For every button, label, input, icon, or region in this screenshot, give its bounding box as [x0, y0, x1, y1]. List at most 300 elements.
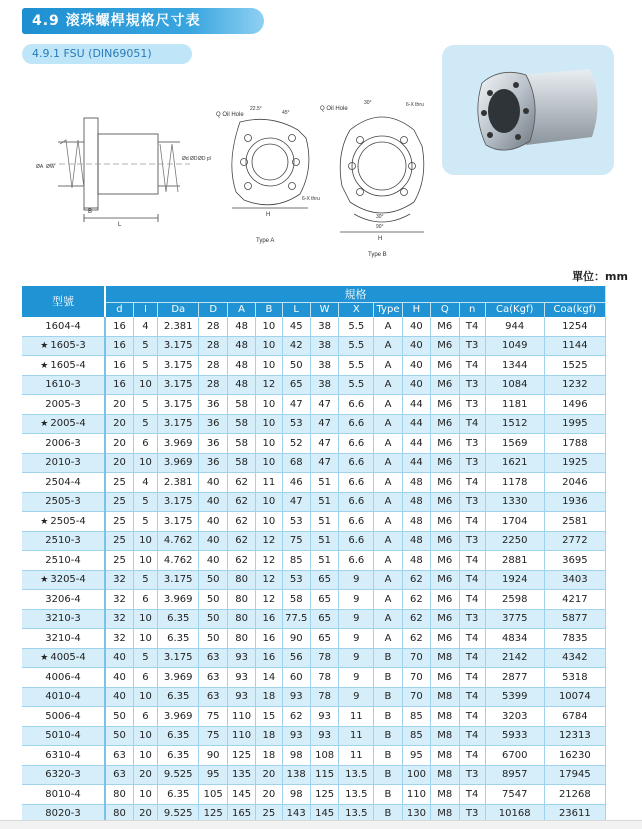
spec-group-header: 規格: [105, 286, 605, 303]
spec-cell: 75: [199, 707, 227, 727]
column-header: L: [282, 303, 310, 317]
spec-cell: 9: [339, 668, 374, 688]
spec-cell: T3: [459, 395, 485, 415]
spec-cell: T4: [459, 687, 485, 707]
spec-cell: 10: [256, 414, 282, 434]
spec-cell: A: [374, 531, 402, 551]
spec-cell: 25: [256, 804, 282, 824]
spec-cell: 62: [227, 512, 255, 532]
spec-cell: M8: [431, 707, 459, 727]
spec-cell: 5: [133, 570, 157, 590]
spec-cell: 13.5: [339, 804, 374, 824]
spec-cell: 70: [402, 687, 430, 707]
table-row: [22, 648, 606, 668]
spec-cell: 110: [402, 785, 430, 805]
spec-cell: 2.381: [157, 317, 199, 337]
spec-cell: A: [374, 629, 402, 649]
model-number: 5006-4: [45, 710, 81, 722]
spec-cell: 5: [133, 512, 157, 532]
spec-cell: B: [374, 746, 402, 766]
spec-cell: 40: [105, 668, 133, 688]
spec-cell: M6: [431, 668, 459, 688]
spec-cell: 51: [310, 512, 338, 532]
spec-cell: 6.6: [339, 512, 374, 532]
spec-cell: M8: [431, 765, 459, 785]
spec-cell: 40: [199, 512, 227, 532]
spec-cell: 63: [199, 648, 227, 668]
spec-cell: 4217: [544, 590, 605, 610]
spec-cell: 20: [105, 414, 133, 434]
spec-cell: 9: [339, 590, 374, 610]
spec-cell: 62: [227, 551, 255, 571]
spec-cell: 4: [133, 473, 157, 493]
spec-cell: 51: [310, 551, 338, 571]
spec-cell: 10: [256, 336, 282, 356]
spec-cell: 85: [402, 726, 430, 746]
spec-cell: 58: [282, 590, 310, 610]
model-cell: [22, 726, 105, 746]
spec-cell: 10074: [544, 687, 605, 707]
da-dim-label: ØA: [36, 164, 44, 170]
oil-hole-a-label: Q Oil Hole: [216, 112, 244, 118]
model-cell: [22, 453, 105, 473]
spec-cell: 10: [256, 512, 282, 532]
star-icon: ★: [40, 341, 49, 352]
model-number: 3205-4: [50, 574, 86, 586]
spec-cell: B: [374, 726, 402, 746]
spec-cell: A: [374, 317, 402, 337]
spec-cell: M8: [431, 785, 459, 805]
spec-cell: 1330: [485, 492, 544, 512]
spec-cell: 2250: [485, 531, 544, 551]
spec-cell: 10: [256, 317, 282, 337]
spec-cell: 10: [133, 726, 157, 746]
column-header: n: [459, 303, 485, 317]
spec-cell: 90: [199, 746, 227, 766]
table-row: [22, 317, 606, 337]
spec-cell: 10: [133, 687, 157, 707]
spec-cell: 12: [256, 570, 282, 590]
spec-cell: 5318: [544, 668, 605, 688]
spec-cell: M6: [431, 570, 459, 590]
model-cell: [22, 434, 105, 454]
spec-cell: 3.175: [157, 336, 199, 356]
spec-cell: 40: [199, 492, 227, 512]
model-cell: [22, 414, 105, 434]
spec-cell: A: [374, 414, 402, 434]
spec-cell: 6: [133, 707, 157, 727]
spec-cell: T3: [459, 375, 485, 395]
model-cell: [22, 375, 105, 395]
spec-cell: 47: [282, 492, 310, 512]
model-number: 8010-4: [45, 788, 81, 800]
spec-cell: 62: [227, 492, 255, 512]
spec-cell: 70: [402, 648, 430, 668]
spec-cell: 20: [133, 765, 157, 785]
model-cell: [22, 473, 105, 493]
table-row: [22, 726, 606, 746]
spec-cell: T4: [459, 746, 485, 766]
table-row: [22, 707, 606, 727]
spec-cell: 9: [339, 648, 374, 668]
spec-cell: 3.175: [157, 648, 199, 668]
angle-a2-label: 45°: [282, 110, 290, 116]
spec-cell: 1232: [544, 375, 605, 395]
table-row: [22, 453, 606, 473]
b-dim-label: B: [88, 209, 93, 215]
spec-cell: B: [374, 765, 402, 785]
model-cell: [22, 668, 105, 688]
spec-cell: T3: [459, 492, 485, 512]
spec-cell: 53: [282, 512, 310, 532]
spec-cell: T3: [459, 609, 485, 629]
spec-cell: 44: [402, 434, 430, 454]
spec-cell: 25: [105, 531, 133, 551]
spec-cell: 38: [310, 336, 338, 356]
spec-cell: 10: [133, 375, 157, 395]
spec-cell: 1144: [544, 336, 605, 356]
spec-cell: 36: [199, 395, 227, 415]
spec-cell: 58: [227, 434, 255, 454]
spec-cell: 5: [133, 336, 157, 356]
spec-cell: 16: [105, 375, 133, 395]
column-header: H: [402, 303, 430, 317]
table-row: [22, 765, 606, 785]
spec-cell: 3.969: [157, 668, 199, 688]
spec-cell: 4.762: [157, 531, 199, 551]
x-thru-b-label: 6-X thru: [406, 102, 424, 108]
spec-cell: 2.381: [157, 473, 199, 493]
spec-cell: 10168: [485, 804, 544, 824]
spec-cell: 6.6: [339, 414, 374, 434]
spec-cell: 65: [310, 609, 338, 629]
spec-cell: 7835: [544, 629, 605, 649]
spec-cell: 58: [227, 414, 255, 434]
spec-cell: 40: [402, 375, 430, 395]
spec-cell: 1788: [544, 434, 605, 454]
spec-cell: T4: [459, 512, 485, 532]
spec-cell: B: [374, 707, 402, 727]
angle-b2-label: 30°: [376, 214, 384, 220]
model-number: 2005-4: [50, 418, 86, 430]
table-row: [22, 629, 606, 649]
spec-cell: 6.6: [339, 453, 374, 473]
spec-cell: 110: [227, 707, 255, 727]
spec-cell: 16: [256, 648, 282, 668]
spec-cell: M8: [431, 687, 459, 707]
model-number: 2510-4: [45, 554, 81, 566]
spec-cell: 32: [105, 590, 133, 610]
spec-cell: 13.5: [339, 765, 374, 785]
spec-cell: M6: [431, 473, 459, 493]
h-b-label: H: [378, 236, 383, 242]
spec-cell: 3.175: [157, 512, 199, 532]
spec-cell: 1178: [485, 473, 544, 493]
spec-cell: 90: [282, 629, 310, 649]
model-number: 2505-3: [45, 496, 81, 508]
spec-cell: 5: [133, 395, 157, 415]
spec-cell: 95: [402, 746, 430, 766]
spec-cell: 36: [199, 434, 227, 454]
model-cell: [22, 648, 105, 668]
spec-cell: 58: [227, 395, 255, 415]
spec-cell: 143: [282, 804, 310, 824]
spec-cell: 47: [310, 414, 338, 434]
spec-cell: 2877: [485, 668, 544, 688]
spec-cell: 48: [402, 473, 430, 493]
section-subtitle: 4.9.1 FSU (DIN69051): [22, 44, 192, 64]
spec-cell: M6: [431, 356, 459, 376]
spec-cell: 62: [402, 629, 430, 649]
spec-cell: 78: [310, 687, 338, 707]
spec-cell: 105: [199, 785, 227, 805]
spec-cell: 2772: [544, 531, 605, 551]
spec-cell: 85: [402, 707, 430, 727]
spec-cell: 53: [282, 414, 310, 434]
spec-cell: 14: [256, 668, 282, 688]
model-header: 型號: [22, 286, 105, 317]
type-b-label: Type B: [368, 252, 387, 258]
table-row: [22, 609, 606, 629]
spec-cell: A: [374, 512, 402, 532]
spec-cell: 20: [256, 765, 282, 785]
spec-cell: 10: [133, 609, 157, 629]
spec-cell: 47: [282, 395, 310, 415]
spec-cell: 50: [282, 356, 310, 376]
spec-cell: A: [374, 609, 402, 629]
spec-cell: 12: [256, 531, 282, 551]
spec-cell: T4: [459, 551, 485, 571]
spec-cell: 9.525: [157, 765, 199, 785]
model-number: 1605-4: [50, 359, 86, 371]
spec-cell: A: [374, 434, 402, 454]
spec-cell: 1925: [544, 453, 605, 473]
table-row: [22, 687, 606, 707]
spec-cell: A: [374, 375, 402, 395]
spec-cell: M6: [431, 375, 459, 395]
model-cell: [22, 356, 105, 376]
spec-cell: 44: [402, 395, 430, 415]
spec-cell: M6: [431, 531, 459, 551]
spec-cell: 9: [339, 609, 374, 629]
model-cell: [22, 395, 105, 415]
spec-cell: T4: [459, 707, 485, 727]
spec-cell: 3.175: [157, 570, 199, 590]
spec-cell: 1525: [544, 356, 605, 376]
model-number: 4006-4: [45, 671, 81, 683]
table-row: [22, 414, 606, 434]
spec-table-body: [22, 317, 606, 824]
spec-cell: T4: [459, 473, 485, 493]
spec-cell: 1344: [485, 356, 544, 376]
table-row: [22, 668, 606, 688]
spec-cell: 32: [105, 570, 133, 590]
spec-cell: 21268: [544, 785, 605, 805]
spec-cell: A: [374, 395, 402, 415]
spec-cell: A: [374, 551, 402, 571]
spec-cell: 5.5: [339, 375, 374, 395]
model-number: 2505-4: [50, 515, 86, 527]
model-cell: [22, 785, 105, 805]
spec-cell: 5: [133, 648, 157, 668]
spec-cell: 3695: [544, 551, 605, 571]
spec-cell: T3: [459, 531, 485, 551]
spec-cell: 62: [227, 531, 255, 551]
spec-cell: 3203: [485, 707, 544, 727]
spec-cell: 3.969: [157, 434, 199, 454]
spec-cell: 23611: [544, 804, 605, 824]
spec-cell: 9: [339, 570, 374, 590]
column-header: Type: [374, 303, 402, 317]
spec-cell: 47: [310, 395, 338, 415]
spec-cell: 63: [199, 668, 227, 688]
table-row: [22, 434, 606, 454]
model-cell: [22, 570, 105, 590]
spec-cell: 138: [282, 765, 310, 785]
spec-cell: 5: [133, 356, 157, 376]
spec-cell: 5: [133, 492, 157, 512]
spec-cell: 12: [256, 375, 282, 395]
spec-cell: 10: [133, 629, 157, 649]
spec-cell: 6: [133, 590, 157, 610]
spec-cell: 10: [256, 453, 282, 473]
spec-cell: 48: [227, 336, 255, 356]
spec-cell: 12313: [544, 726, 605, 746]
model-number: 8020-3: [45, 808, 81, 820]
spec-cell: 42: [282, 336, 310, 356]
spec-cell: 48: [227, 375, 255, 395]
spec-cell: 62: [402, 590, 430, 610]
spec-cell: 6.6: [339, 492, 374, 512]
spec-cell: M6: [431, 395, 459, 415]
spec-cell: 1512: [485, 414, 544, 434]
spec-cell: M6: [431, 629, 459, 649]
spec-cell: 125: [199, 804, 227, 824]
spec-cell: 47: [310, 434, 338, 454]
spec-cell: 1924: [485, 570, 544, 590]
spec-cell: 28: [199, 336, 227, 356]
spec-cell: 1936: [544, 492, 605, 512]
spec-cell: 2581: [544, 512, 605, 532]
spec-cell: 52: [282, 434, 310, 454]
spec-cell: T4: [459, 648, 485, 668]
spec-cell: T4: [459, 356, 485, 376]
section-title: 4.9 滚珠螺桿規格尺寸表: [22, 8, 264, 34]
spec-cell: 6.6: [339, 395, 374, 415]
spec-cell: 16: [105, 317, 133, 337]
product-photo: [442, 45, 614, 175]
spec-cell: 11: [339, 707, 374, 727]
table-row: [22, 395, 606, 415]
spec-cell: M6: [431, 434, 459, 454]
spec-cell: 48: [402, 531, 430, 551]
spec-cell: 40: [105, 648, 133, 668]
spec-cell: 47: [310, 453, 338, 473]
spec-cell: 11: [339, 726, 374, 746]
spec-cell: 110: [227, 726, 255, 746]
spec-cell: T3: [459, 765, 485, 785]
type-a-label: Type A: [256, 238, 275, 244]
spec-cell: 6.35: [157, 609, 199, 629]
spec-cell: 51: [310, 492, 338, 512]
spec-cell: 50: [199, 570, 227, 590]
spec-cell: 2881: [485, 551, 544, 571]
spec-cell: 16: [105, 336, 133, 356]
spec-cell: B: [374, 687, 402, 707]
spec-cell: B: [374, 785, 402, 805]
spec-cell: 5.5: [339, 356, 374, 376]
spec-cell: M8: [431, 726, 459, 746]
spec-cell: 93: [310, 726, 338, 746]
spec-cell: M8: [431, 746, 459, 766]
spec-cell: 145: [227, 785, 255, 805]
spec-cell: 115: [310, 765, 338, 785]
model-number: 3210-4: [45, 632, 81, 644]
table-row: [22, 531, 606, 551]
spec-cell: 98: [282, 746, 310, 766]
spec-cell: 11: [339, 746, 374, 766]
spec-cell: A: [374, 336, 402, 356]
spec-cell: 3.175: [157, 395, 199, 415]
spec-cell: T3: [459, 336, 485, 356]
table-row: [22, 356, 606, 376]
spec-cell: 3.175: [157, 414, 199, 434]
spec-cell: 46: [282, 473, 310, 493]
model-number: 3206-4: [45, 593, 81, 605]
unit-label: 單位：mm: [572, 270, 628, 283]
column-header: B: [256, 303, 282, 317]
table-row: [22, 570, 606, 590]
spec-cell: 13.5: [339, 785, 374, 805]
model-cell: [22, 609, 105, 629]
spec-cell: 2046: [544, 473, 605, 493]
spec-cell: 36: [199, 414, 227, 434]
star-icon: ★: [40, 360, 49, 371]
model-cell: [22, 512, 105, 532]
model-cell: [22, 687, 105, 707]
spec-cell: 7547: [485, 785, 544, 805]
spec-cell: 5: [133, 414, 157, 434]
spec-cell: 10: [256, 356, 282, 376]
spec-cell: 20: [105, 434, 133, 454]
table-row: [22, 492, 606, 512]
spec-cell: 145: [310, 804, 338, 824]
spec-cell: 85: [282, 551, 310, 571]
spec-cell: 5877: [544, 609, 605, 629]
spec-cell: 28: [199, 356, 227, 376]
spec-cell: M6: [431, 336, 459, 356]
spec-cell: 17945: [544, 765, 605, 785]
spec-cell: 6: [133, 434, 157, 454]
spec-cell: 40: [402, 317, 430, 337]
spec-cell: 48: [402, 492, 430, 512]
column-header: d: [105, 303, 133, 317]
spec-cell: T3: [459, 434, 485, 454]
oil-hole-b-label: Q Oil Hole: [320, 106, 348, 112]
spec-cell: 1621: [485, 453, 544, 473]
table-row: [22, 590, 606, 610]
column-header: X: [339, 303, 374, 317]
model-cell: [22, 336, 105, 356]
column-header: Coa(kgf): [544, 303, 605, 317]
spec-cell: 63: [199, 687, 227, 707]
table-row: [22, 785, 606, 805]
spec-cell: 10: [133, 785, 157, 805]
spec-cell: 44: [402, 453, 430, 473]
spec-cell: 20: [105, 395, 133, 415]
spec-cell: 10: [133, 453, 157, 473]
spec-cell: T4: [459, 668, 485, 688]
